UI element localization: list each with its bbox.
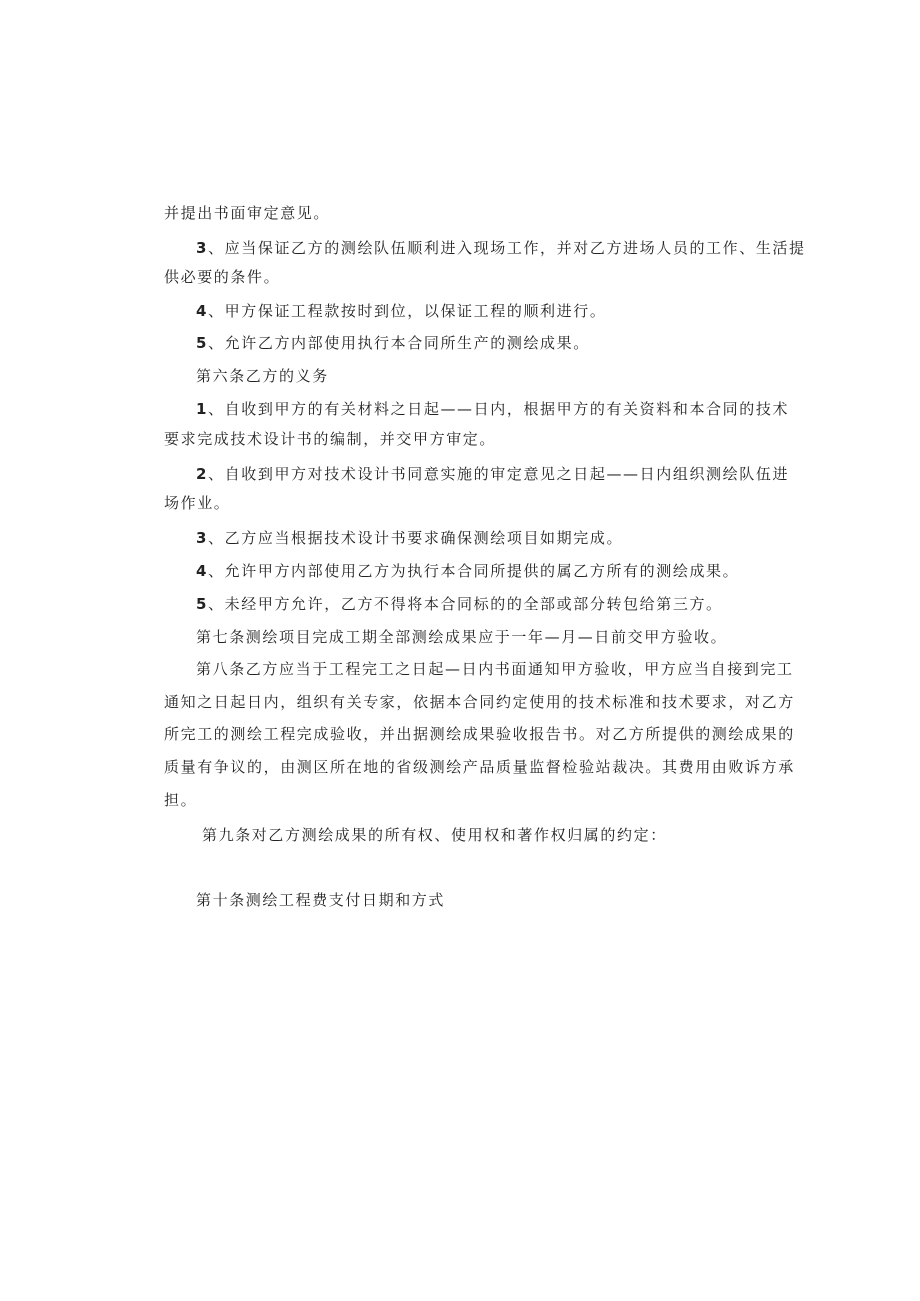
list-item: 4、允许甲方内部使用乙方为执行本合同所提供的属乙方所有的测绘成果。	[196, 562, 740, 580]
section-heading: 第八条乙方应当于工程完工之日起—日内书面通知甲方验收，甲方应当自接到完工	[196, 660, 794, 678]
list-item: 4、甲方保证工程款按时到位，以保证工程的顺利进行。	[196, 302, 607, 320]
text-line: 场作业。	[164, 494, 231, 512]
text-line: 所完工的测绘工程完成验收，并出据测绘成果验收报告书。对乙方所提供的测绘成果的	[164, 725, 795, 743]
section-heading: 第六条乙方的义务	[196, 367, 329, 385]
list-item: 5、允许乙方内部使用执行本合同所生产的测绘成果。	[196, 334, 590, 352]
text-line: 并提出书面审定意见。	[164, 204, 331, 222]
section-heading: 第七条测绘项目完成工期全部测绘成果应于一年—月—日前交甲方验收。	[196, 628, 728, 646]
list-item: 5、未经甲方允许，乙方不得将本合同标的的全部或部分转包给第三方。	[196, 595, 723, 613]
section-heading: 第十条测绘工程费支付日期和方式	[196, 891, 446, 909]
list-item: 3、应当保证乙方的测绘队伍顺利进入现场工作，并对乙方进场人员的工作、生活提	[196, 239, 806, 257]
list-item: 1、自收到甲方的有关材料之日起——日内，根据甲方的有关资料和本合同的技术	[196, 400, 790, 418]
text-line: 担。	[164, 791, 198, 809]
section-heading: 第九条对乙方测绘成果的所有权、使用权和著作权归属的约定：	[202, 826, 667, 844]
list-item: 2、自收到甲方对技术设计书同意实施的审定意见之日起——日内组织测绘队伍进	[196, 465, 790, 483]
text-line: 质量有争议的，由测区所在地的省级测绘产品质量监督检验站裁决。其费用由败诉方承	[164, 758, 795, 776]
text-line: 供必要的条件。	[164, 268, 281, 286]
text-line: 要求完成技术设计书的编制，并交甲方审定。	[164, 430, 497, 448]
text-line: 通知之日起日内，组织有关专家，依据本合同约定使用的技术标准和技术要求，对乙方	[164, 693, 795, 711]
list-item: 3、乙方应当根据技术设计书要求确保测绘项目如期完成。	[196, 529, 624, 547]
